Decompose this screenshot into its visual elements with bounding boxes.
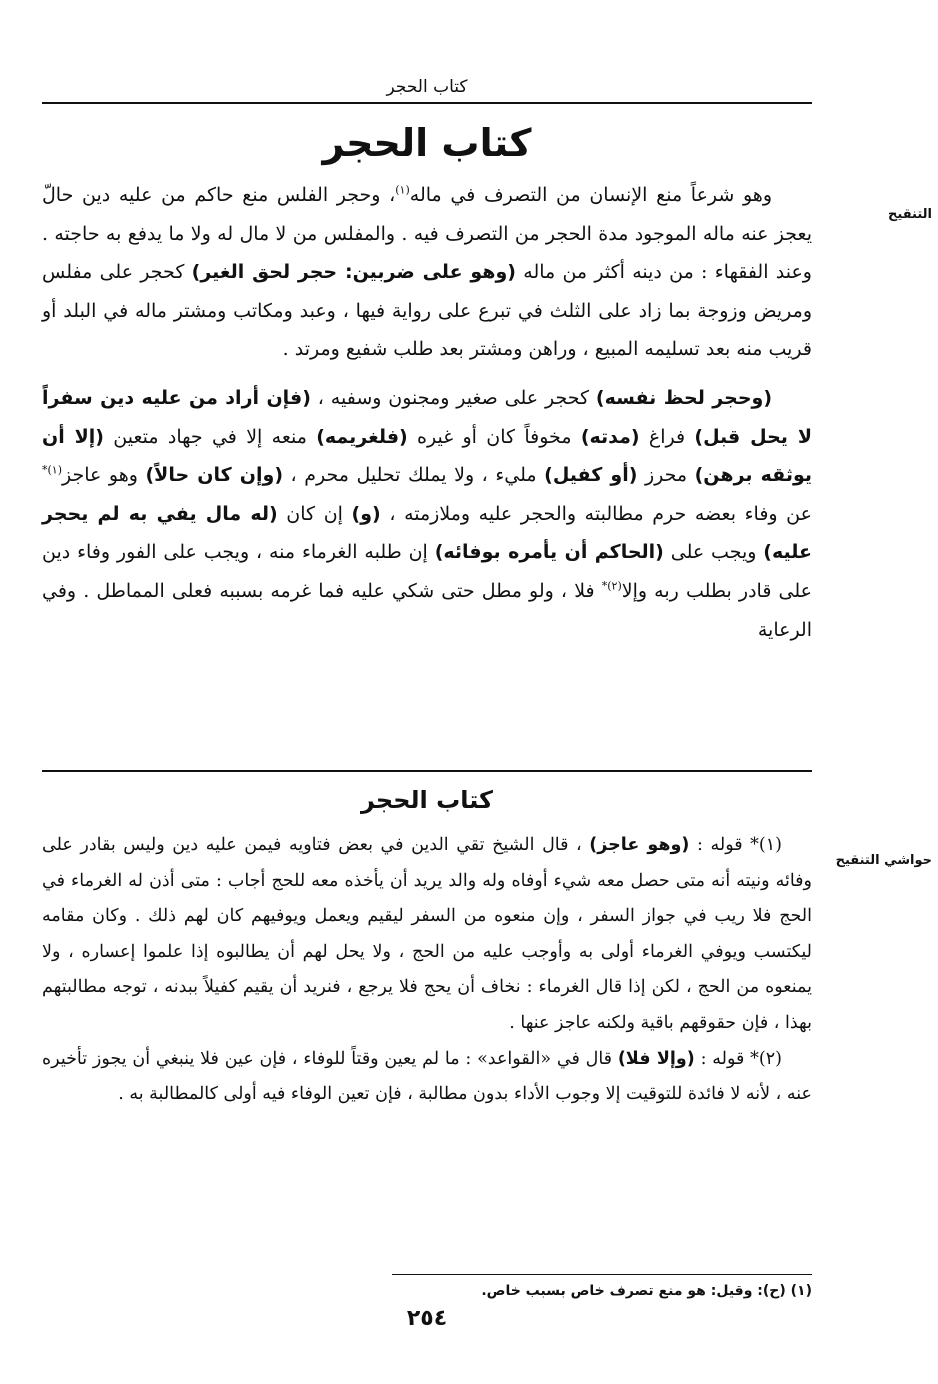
text-span: ، قال الشيخ تقي الدين في بعض فتاويه فيمن عليه دين وليس بقادر على وفائه ونيته أنه متى حصل معه شيء أوفاه وله والد يريد أن يأخذه معه للحج أجاب : متى أذن له الغرماء في الحج فلا ريب في جواز السفر ، وإن منعوه من السفر ليقيم ويعمل ويوفيهم كان لهم ذلك . وكان مقامه ليكتسب ويوفي الغرماء أولى به وأوجب عليه من الحج ، ولا يحل لهم أن يطالبوه إذا علموا إعساره ، ولا يمنعوه من الحج ، لكن إذا قال الغرماء : نخاف أن يحج فلا يرجع ، فنريد أن يقيم كفيلاً ببدنه ، توجه مطالبتهم بهذا ، فإن حقوقهم باقية ولكنه عاجز عنها . <box>42 835 812 1033</box>
section-divider <box>42 770 812 772</box>
header-rule <box>42 102 812 104</box>
page-number: ٢٥٤ <box>406 1306 448 1331</box>
text-span: إن كان <box>277 502 352 525</box>
chapter-title: كتاب الحجر <box>322 121 532 165</box>
bold-phrase: (وإن كان حالاً) <box>145 464 284 487</box>
bold-phrase: (وإلا فلا) <box>617 1048 695 1069</box>
text-span: عن وفاء بعضه حرم مطالبته والحجر عليه وملازمته ، <box>380 502 812 525</box>
bold-phrase: (وحجر لحظ نفسه) <box>595 386 773 409</box>
text-span: (١)* قوله : <box>689 835 782 855</box>
main-paragraph-1 <box>42 176 812 369</box>
footnote-ref: (١) <box>395 183 410 197</box>
bold-phrase: (و) <box>351 502 381 525</box>
text-span: (٢)* قوله : <box>694 1048 782 1069</box>
text-span: إن طلبه الغرماء منه ، ويجب على الفور وفاء دين على قادر بطلب ربه وإلا <box>42 541 813 602</box>
side-label-notes: حواشي التنقيح <box>835 853 932 868</box>
text-span: منعه إلا في جهاد متعين <box>103 425 317 448</box>
footnote-ref: (١)* <box>42 463 63 477</box>
notes-text <box>42 828 812 1113</box>
bold-phrase: (فإن أراد من عليه دين سفراً لا يحل قبل) <box>42 386 812 448</box>
text-span: كحجر على صغير ومجنون وسفيه ، <box>310 386 596 409</box>
text-span: فراغ <box>639 425 695 448</box>
text-span: وهو عاجز <box>62 464 146 487</box>
note-2 <box>42 1042 812 1113</box>
text-span: وهو شرعاً منع الإنسان من التصرف في ماله <box>409 184 772 206</box>
text-span: ويجب على <box>663 541 764 564</box>
bold-phrase: (له مال يفي به لم يحجر عليه) <box>42 502 812 564</box>
text-span: قال في «القواعد» : ما لم يعين وقتاً للوفاء ، فإن عين فلا ينبغي أن يجوز تأخيره عنه ، لأنه لا فائدة للتوقيت إلا وجوب الأداء بدون مطالبة ، فإن تعين الوفاء فيه أولى كالمطالبة به . <box>42 1048 812 1105</box>
text-span: محرز <box>637 464 695 487</box>
notes-title: كتاب الحجر <box>361 786 493 814</box>
bold-phrase: (وهو عاجز) <box>589 835 690 855</box>
side-label-main: التنقيح <box>888 207 932 222</box>
text-span: مخوفاً كان أو غيره <box>407 425 581 448</box>
bold-phrase: (وهو على ضربين: حجر لحق الغير) <box>191 261 516 284</box>
text-span: فلا ، ولو مطل حتى شكي عليه فما غرمه بسببه فعلى المماطل . وفي الرعاية <box>42 579 812 641</box>
bold-phrase: (إلا أن يوثقه برهن) <box>42 425 813 487</box>
main-text <box>42 176 812 649</box>
text-span: ، وحجر الفلس منع حاكم من عليه دين حالّ يعجز عنه ماله الموجود مدة الحجر من التصرف فيه . والمفلس من لا مال له ولا ما يدفع به حاجته . وعند الفقهاء : من دينه أكثر من ماله <box>42 184 812 284</box>
bold-phrase: (فلغريمه) <box>316 425 408 448</box>
bold-phrase: (مدته) <box>580 425 640 448</box>
text-span: مليء ، ولا يملك تحليل محرم ، <box>283 464 545 487</box>
footnote: (١) (ح): وقيل: هو منع تصرف خاص بسبب خاص. <box>481 1283 812 1299</box>
footnote-rule <box>392 1274 812 1275</box>
main-paragraph-2 <box>42 379 812 649</box>
text-span: كحجر على مفلس ومريض وزوجة بما زاد على الثلث في تبرع على رواية فيها ، وعبد ومكاتب ومشتر ماله في البلد أو قريب منه بعد تسليمه المبيع ، وراهن ومشتر بعد طلب شفيع ومرتد . <box>42 261 812 361</box>
running-header: كتاب الحجر <box>386 77 468 97</box>
footnote-ref: (٢)* <box>601 579 622 593</box>
note-1 <box>42 828 812 1042</box>
bold-phrase: (الحاكم أن يأمره بوفائه) <box>434 541 664 564</box>
bold-phrase: (أو كفيل) <box>544 464 638 487</box>
